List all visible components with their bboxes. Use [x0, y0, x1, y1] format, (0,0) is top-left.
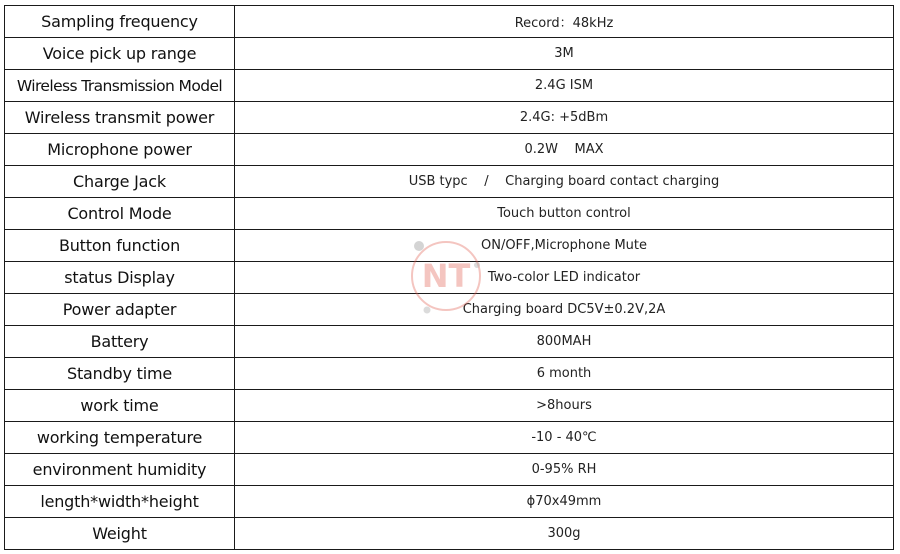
- spec-value: 6 month: [235, 358, 894, 390]
- table-row: [5, 6, 894, 38]
- table-row: [5, 230, 894, 262]
- table-row: [5, 390, 894, 422]
- table-row: [5, 422, 894, 454]
- spec-label: Battery: [5, 326, 235, 358]
- spec-label: working temperature: [5, 422, 235, 454]
- spec-value: 0.2W MAX: [235, 134, 894, 166]
- spec-value: >8hours: [235, 390, 894, 422]
- spec-label: Voice pick up range: [5, 38, 235, 70]
- table-row: [5, 198, 894, 230]
- spec-label: work time: [5, 390, 235, 422]
- spec-value: 2.4G: +5dBm: [235, 102, 894, 134]
- table-row: [5, 326, 894, 358]
- spec-value: Record：48kHz: [235, 6, 894, 38]
- spec-value: USB typc / Charging board contact charging: [235, 166, 894, 198]
- table-row: [5, 38, 894, 70]
- spec-value: -10 - 40℃: [235, 422, 894, 454]
- spec-label: Sampling frequency: [5, 6, 235, 38]
- spec-label: Power adapter: [5, 294, 235, 326]
- table-row: [5, 102, 894, 134]
- table-row: [5, 454, 894, 486]
- table-row: [5, 166, 894, 198]
- table-row: [5, 358, 894, 390]
- table-row: [5, 70, 894, 102]
- spec-value: Charging board DC5V±0.2V,2A: [235, 294, 894, 326]
- spec-label: Button function: [5, 230, 235, 262]
- spec-value: Touch button control: [235, 198, 894, 230]
- spec-value: 2.4G ISM: [235, 70, 894, 102]
- table-row: [5, 134, 894, 166]
- table-row: [5, 518, 894, 550]
- spec-value: 3M: [235, 38, 894, 70]
- spec-label: status Display: [5, 262, 235, 294]
- spec-value: ON/OFF,Microphone Mute: [235, 230, 894, 262]
- spec-label: environment humidity: [5, 454, 235, 486]
- spec-label: Charge Jack: [5, 166, 235, 198]
- spec-label: Control Mode: [5, 198, 235, 230]
- spec-label: Microphone power: [5, 134, 235, 166]
- spec-value: 0-95% RH: [235, 454, 894, 486]
- spec-label: length*width*height: [5, 486, 235, 518]
- table-row: [5, 262, 894, 294]
- table-row: [5, 294, 894, 326]
- spec-value: 300g: [235, 518, 894, 550]
- spec-label: Weight: [5, 518, 235, 550]
- spec-table: [4, 5, 894, 550]
- spec-value: ϕ70x49mm: [235, 486, 894, 518]
- spec-label: Wireless transmit power: [5, 102, 235, 134]
- spec-label: Standby time: [5, 358, 235, 390]
- watermark-text: NT: [421, 257, 471, 295]
- spec-value: Two-color LED indicator: [235, 262, 894, 294]
- spec-label: Wireless Transmission Model: [5, 70, 235, 102]
- spec-value: 800MAH: [235, 326, 894, 358]
- table-row: [5, 486, 894, 518]
